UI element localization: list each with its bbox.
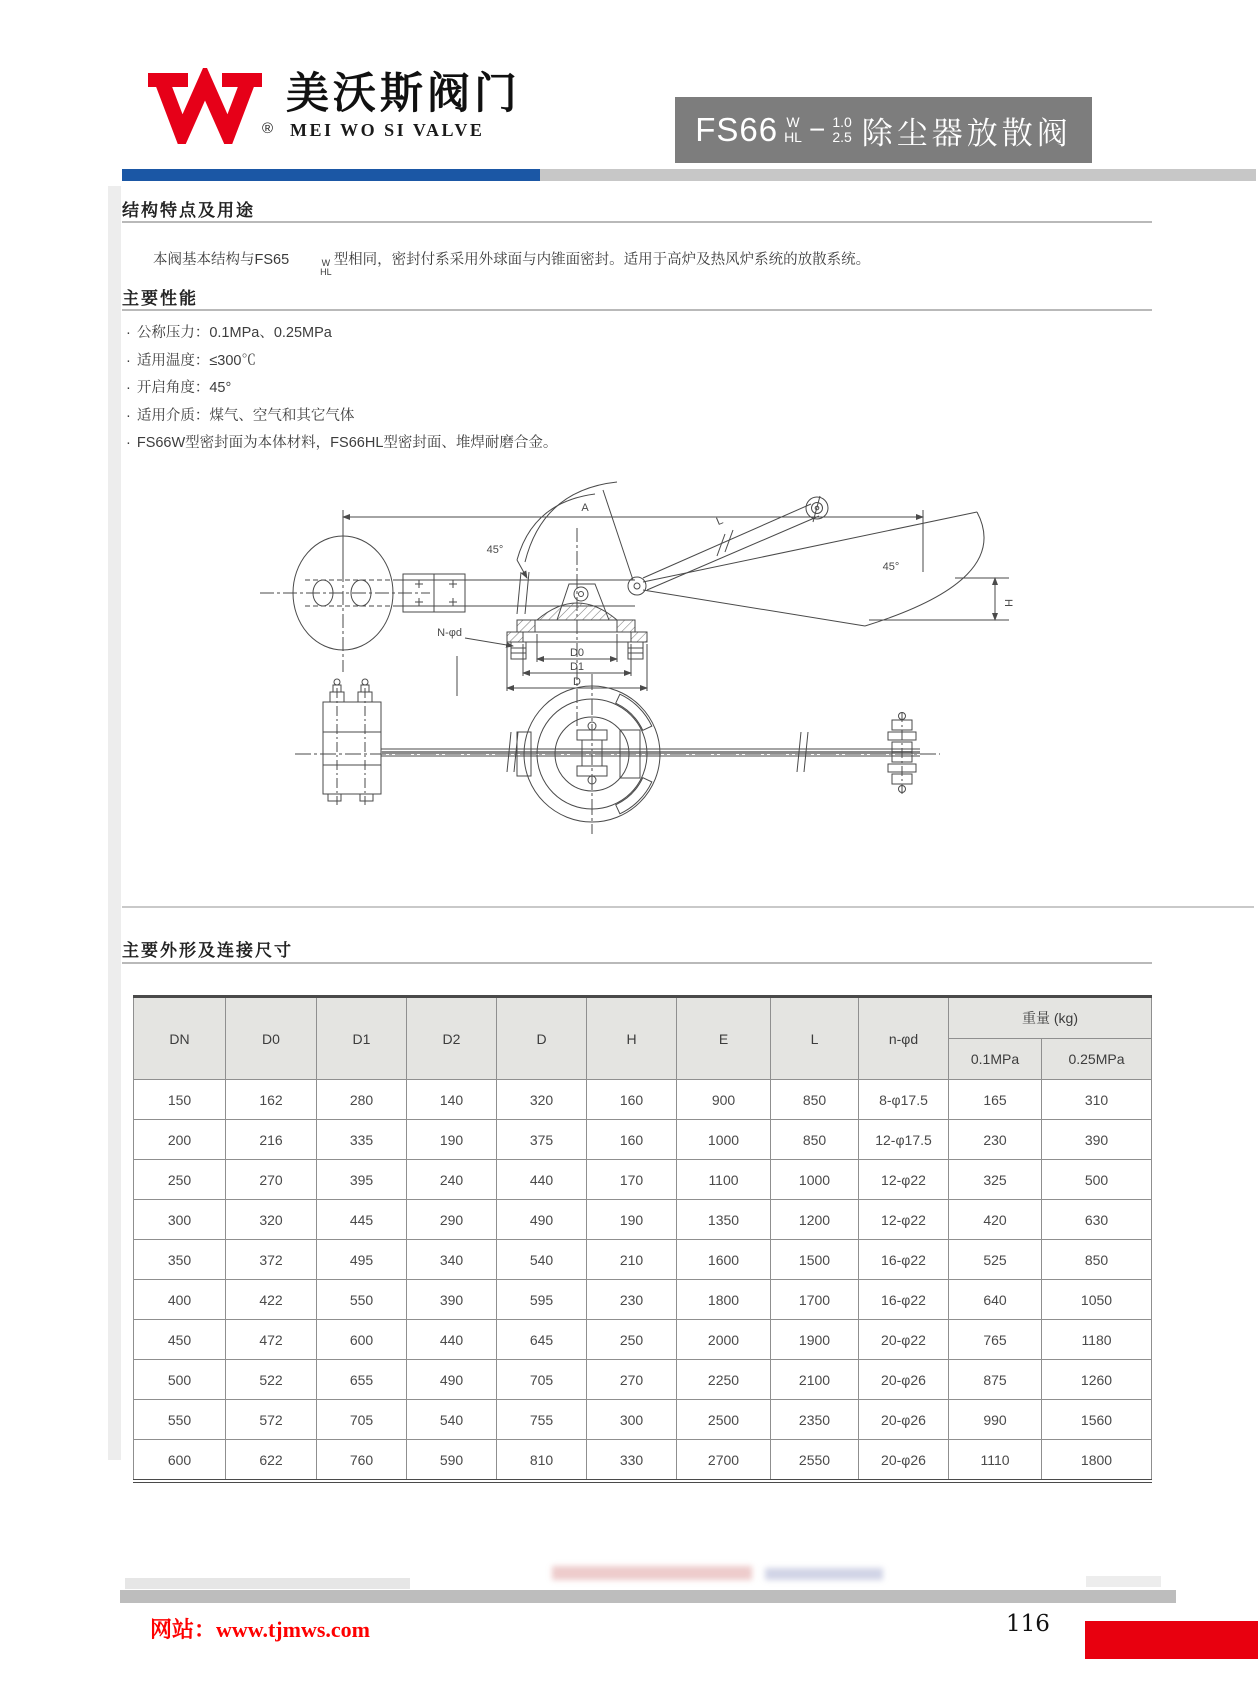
table-row	[134, 1280, 1152, 1320]
table-cell: 850	[1042, 1240, 1152, 1280]
table-cell: 2000	[677, 1320, 771, 1360]
dim-label-d1: D1	[569, 661, 585, 673]
model-press-bottom: 2.5	[832, 129, 852, 145]
table-cell: 472	[226, 1320, 317, 1360]
performance-item	[126, 348, 1026, 376]
table-cell: 320	[497, 1080, 587, 1120]
col-header-d0: D0	[226, 997, 317, 1080]
table-cell: 12-φ17.5	[859, 1120, 949, 1160]
features-text-post: 型相同，密封付系采用外球面与内锥面密封。适用于高炉及热风炉系统的放散系统。	[333, 251, 871, 268]
col-header-h: H	[587, 997, 677, 1080]
table-cell: 372	[226, 1240, 317, 1280]
table-cell: 320	[226, 1200, 317, 1240]
table-cell: 420	[949, 1200, 1042, 1240]
table-cell: 2250	[677, 1360, 771, 1400]
performance-title: 主要性能	[122, 289, 198, 308]
table-row	[134, 1080, 1152, 1120]
table-cell: 1110	[949, 1440, 1042, 1482]
table-cell: 572	[226, 1400, 317, 1440]
footer-gray-bar	[120, 1590, 1176, 1603]
bullet-dot: ·	[126, 380, 131, 396]
table-cell: 190	[407, 1120, 497, 1160]
model-pressure-stack	[832, 115, 851, 145]
angle-label-right: 45°	[882, 561, 900, 573]
section-divider	[122, 906, 1254, 908]
table-cell: 450	[134, 1320, 226, 1360]
table-cell: 162	[226, 1080, 317, 1120]
features-text-pre: 本阀基本结构与FS65	[153, 251, 290, 268]
table-cell: 525	[949, 1240, 1042, 1280]
table-cell: 165	[949, 1080, 1042, 1120]
table-cell: 16-φ22	[859, 1280, 949, 1320]
table-cell: 20-φ26	[859, 1400, 949, 1440]
table-row	[134, 1160, 1152, 1200]
table-cell: 2350	[771, 1400, 859, 1440]
performance-item-text: 公称压力：0.1MPa、0.25MPa	[136, 325, 332, 341]
table-cell: 1560	[1042, 1400, 1152, 1440]
table-cell: 20-φ26	[859, 1440, 949, 1482]
table-cell: 630	[1042, 1200, 1152, 1240]
performance-item	[126, 430, 1026, 458]
table-cell: 160	[587, 1120, 677, 1160]
table-cell: 422	[226, 1280, 317, 1320]
table-cell: 655	[317, 1360, 407, 1400]
table-cell: 705	[317, 1400, 407, 1440]
features-rule	[122, 221, 1152, 223]
table-cell: 12-φ22	[859, 1200, 949, 1240]
table-cell: 2550	[771, 1440, 859, 1482]
model-prefix: FS66	[695, 111, 779, 148]
website-url: www.tjmws.com	[216, 1617, 370, 1642]
table-cell: 200	[134, 1120, 226, 1160]
table-cell: 810	[497, 1440, 587, 1482]
table-row	[134, 1400, 1152, 1440]
dimensions-title: 主要外形及连接尺寸	[122, 941, 293, 960]
table-cell: 300	[134, 1200, 226, 1240]
table-cell: 900	[677, 1080, 771, 1120]
table-cell: 522	[226, 1360, 317, 1400]
table-cell: 170	[587, 1160, 677, 1200]
table-cell: 270	[226, 1160, 317, 1200]
fs65-type-stack	[291, 259, 332, 277]
table-cell: 495	[317, 1240, 407, 1280]
model-suffix: 除尘器放散阀	[861, 115, 1072, 151]
table-cell: 1800	[1042, 1440, 1152, 1482]
table-cell: 240	[407, 1160, 497, 1200]
model-press-top: 1.0	[832, 114, 852, 130]
table-cell: 1350	[677, 1200, 771, 1240]
col-header-nd: n-φd	[859, 997, 949, 1080]
table-cell: 190	[587, 1200, 677, 1240]
performance-item-text: 开启角度：45°	[136, 380, 232, 396]
col-header-dn: DN	[134, 997, 226, 1080]
table-cell: 640	[949, 1280, 1042, 1320]
col-header-l: L	[771, 997, 859, 1080]
table-cell: 705	[497, 1360, 587, 1400]
col-header-weight-01: 0.1MPa	[949, 1039, 1042, 1080]
table-cell: 1700	[771, 1280, 859, 1320]
table-cell: 600	[317, 1320, 407, 1360]
dim-label-nd: N-φd	[437, 627, 462, 639]
table-cell: 550	[317, 1280, 407, 1320]
table-cell: 150	[134, 1080, 226, 1120]
bullet-dot: ·	[126, 435, 131, 451]
table-cell: 1900	[771, 1320, 859, 1360]
table-cell: 375	[497, 1120, 587, 1160]
angle-label-left: 45°	[486, 544, 504, 556]
table-row	[134, 1360, 1152, 1400]
table-cell: 1000	[771, 1160, 859, 1200]
header-blue-bar	[122, 169, 540, 181]
model-type-stack	[784, 115, 802, 145]
table-cell: 760	[317, 1440, 407, 1482]
table-cell: 490	[407, 1360, 497, 1400]
table-cell: 1180	[1042, 1320, 1152, 1360]
footer-light-strip-right	[1086, 1576, 1161, 1587]
performance-item-text: FS66W型密封面为本体材料，FS66HL型密封面、堆焊耐磨合金。	[136, 435, 558, 451]
bullet-dot: ·	[126, 352, 131, 369]
table-row	[134, 1320, 1152, 1360]
brand-name-cn: 美沃斯阀门	[286, 69, 521, 119]
table-row	[134, 1120, 1152, 1160]
table-cell: 12-φ22	[859, 1160, 949, 1200]
brand-name-en: MEI WO SI VALVE	[290, 120, 485, 140]
website-label: 网站：	[150, 1617, 217, 1642]
table-cell: 210	[587, 1240, 677, 1280]
table-cell: 8-φ17.5	[859, 1080, 949, 1120]
table-cell: 2700	[677, 1440, 771, 1482]
table-cell: 1200	[771, 1200, 859, 1240]
table-cell: 300	[587, 1400, 677, 1440]
model-dash: −	[808, 114, 826, 145]
table-cell: 645	[497, 1320, 587, 1360]
table-cell: 390	[407, 1280, 497, 1320]
table-cell: 330	[587, 1440, 677, 1482]
table-cell: 230	[949, 1120, 1042, 1160]
table-cell: 325	[949, 1160, 1042, 1200]
faint-watermark-left	[552, 1566, 752, 1580]
table-cell: 290	[407, 1200, 497, 1240]
table-cell: 140	[407, 1080, 497, 1120]
table-row	[134, 1240, 1152, 1280]
left-margin-strip	[108, 186, 121, 1460]
performance-item-text: 适用介质：煤气、空气和其它气体	[136, 407, 355, 424]
table-cell: 590	[407, 1440, 497, 1482]
website-text	[150, 1613, 370, 1644]
table-cell: 350	[134, 1240, 226, 1280]
table-cell: 500	[1042, 1160, 1152, 1200]
table-cell: 875	[949, 1360, 1042, 1400]
table-cell: 600	[134, 1440, 226, 1482]
table-cell: 765	[949, 1320, 1042, 1360]
logo-w-icon	[146, 68, 264, 144]
model-banner	[675, 97, 1092, 163]
table-cell: 340	[407, 1240, 497, 1280]
footer-light-strip-left	[125, 1578, 410, 1589]
table-cell: 1260	[1042, 1360, 1152, 1400]
table-cell: 250	[587, 1320, 677, 1360]
fs65-sup: W	[321, 257, 331, 268]
table-cell: 990	[949, 1400, 1042, 1440]
fs65-sub: HL	[320, 266, 332, 277]
table-cell: 1050	[1042, 1280, 1152, 1320]
table-cell: 270	[587, 1360, 677, 1400]
table-cell: 230	[587, 1280, 677, 1320]
performance-item	[126, 320, 1026, 348]
table-cell: 280	[317, 1080, 407, 1120]
table-cell: 500	[134, 1360, 226, 1400]
table-cell: 445	[317, 1200, 407, 1240]
col-header-d1: D1	[317, 997, 407, 1080]
table-cell: 250	[134, 1160, 226, 1200]
table-row	[134, 1200, 1152, 1240]
table-cell: 1600	[677, 1240, 771, 1280]
table-row	[134, 1440, 1152, 1482]
table-cell: 540	[407, 1400, 497, 1440]
table-header	[134, 997, 1152, 1080]
table-cell: 440	[407, 1320, 497, 1360]
table-cell: 622	[226, 1440, 317, 1482]
model-type-bottom: HL	[784, 129, 802, 145]
table-cell: 1000	[677, 1120, 771, 1160]
table-cell: 1100	[677, 1160, 771, 1200]
performance-item-text: 适用温度：≤300℃	[136, 352, 256, 369]
table-cell: 395	[317, 1160, 407, 1200]
bullet-dot: ·	[126, 325, 131, 341]
performance-item	[126, 375, 1026, 403]
features-title: 结构特点及用途	[122, 201, 255, 220]
page-number: 116	[1006, 1611, 1050, 1637]
table-cell: 1800	[677, 1280, 771, 1320]
col-header-e: E	[677, 997, 771, 1080]
col-header-d2: D2	[407, 997, 497, 1080]
dim-label-a: A	[581, 502, 589, 514]
table-cell: 400	[134, 1280, 226, 1320]
dim-table-body	[134, 1080, 1152, 1482]
dimensions-table	[133, 995, 1152, 1483]
table-cell: 20-φ26	[859, 1360, 949, 1400]
faint-watermark-right	[765, 1568, 883, 1580]
col-header-weight-025: 0.25MPa	[1042, 1039, 1152, 1080]
registered-mark: ®	[262, 120, 274, 137]
col-header-weight: 重量 (kg)	[949, 997, 1152, 1039]
table-cell: 2500	[677, 1400, 771, 1440]
performance-item	[126, 403, 1026, 431]
table-cell: 755	[497, 1400, 587, 1440]
table-cell: 160	[587, 1080, 677, 1120]
table-cell: 440	[497, 1160, 587, 1200]
table-cell: 16-φ22	[859, 1240, 949, 1280]
bullet-dot: ·	[126, 407, 131, 424]
table-cell: 595	[497, 1280, 587, 1320]
table-cell: 850	[771, 1080, 859, 1120]
company-logo	[146, 62, 566, 162]
dim-label-d: D	[573, 676, 581, 688]
table-cell: 550	[134, 1400, 226, 1440]
features-text	[124, 249, 1064, 277]
dim-label-h: H	[1002, 599, 1014, 607]
table-cell: 335	[317, 1120, 407, 1160]
table-cell: 216	[226, 1120, 317, 1160]
table-cell: 2100	[771, 1360, 859, 1400]
performance-list	[126, 320, 1026, 458]
table-cell: 390	[1042, 1120, 1152, 1160]
table-cell: 850	[771, 1120, 859, 1160]
header-gray-bar	[540, 169, 1256, 181]
dim-label-l: L	[714, 514, 725, 528]
col-header-d: D	[497, 997, 587, 1080]
table-cell: 540	[497, 1240, 587, 1280]
table-cell: 1500	[771, 1240, 859, 1280]
technical-drawing	[165, 460, 1115, 880]
model-type-top: W	[786, 114, 800, 130]
table-cell: 490	[497, 1200, 587, 1240]
table-cell: 310	[1042, 1080, 1152, 1120]
table-cell: 20-φ22	[859, 1320, 949, 1360]
dim-label-d0: D0	[569, 647, 585, 659]
footer-red-block	[1085, 1621, 1258, 1659]
performance-rule	[122, 309, 1152, 311]
dimensions-rule	[122, 962, 1152, 964]
